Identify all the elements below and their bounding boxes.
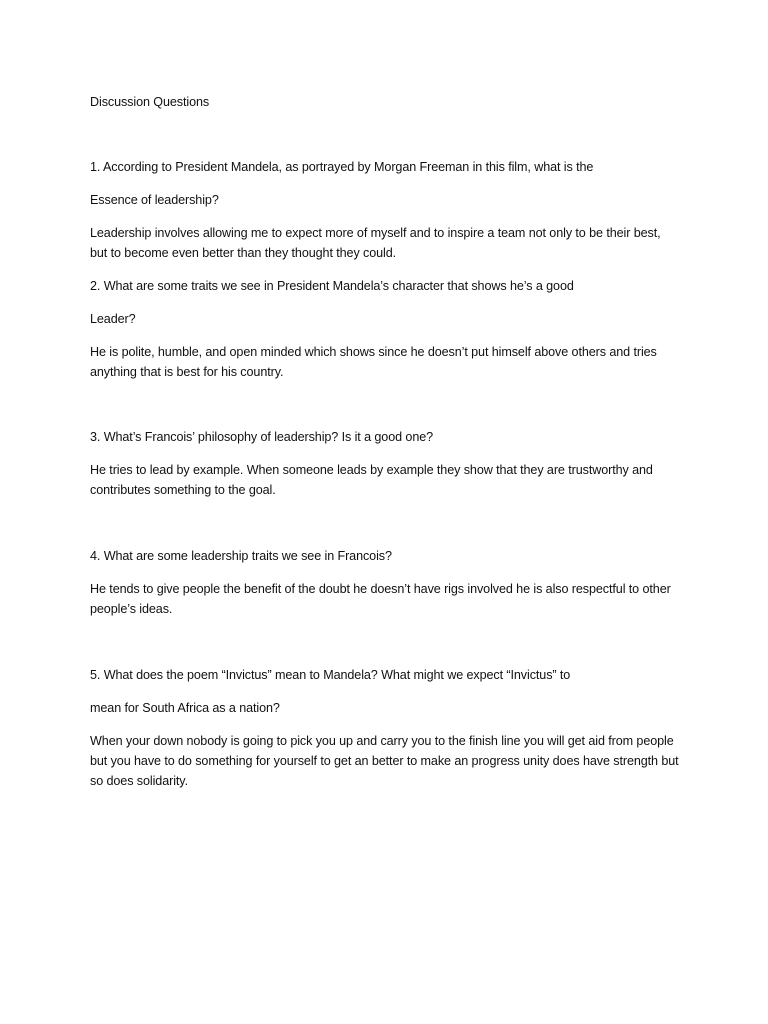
question-1-line-1: 1. According to President Mandela, as portrayed by Morgan Freeman in this film, what is the: [90, 160, 594, 174]
question-2-line-1: 2. What are some traits we see in President Mandela’s character that shows he’s a good: [90, 279, 574, 293]
question-5-line-2: mean for South Africa as a nation?: [90, 701, 280, 715]
question-1-line-2: Essence of leadership?: [90, 193, 219, 207]
answer-5: When your down nobody is going to pick you up and carry you to the finish line you will get aid from people but you have to do something for yourself to get an better to make an progress unity does have strength but so does solidarity.: [90, 734, 679, 788]
answer-3: He tries to lead by example. When someone leads by example they show that they are trustworthy and contributes something to the goal.: [90, 463, 653, 497]
answer-2: He is polite, humble, and open minded which shows since he doesn’t put himself above others and tries anything that is best for his country.: [90, 345, 657, 379]
document-heading: Discussion Questions: [90, 95, 210, 109]
answer-1: Leadership involves allowing me to expect more of myself and to inspire a team not only to be their best, but to become even better than they thought they could.: [90, 226, 661, 260]
answer-4: He tends to give people the benefit of the doubt he doesn’t have rigs involved he is also respectful to other people’s ideas.: [90, 582, 671, 616]
question-2-line-2: Leader?: [90, 312, 136, 326]
question-5-line-1: 5. What does the poem “Invictus” mean to Mandela? What might we expect “Invictus” to: [90, 668, 571, 682]
question-3: 3. What’s Francois’ philosophy of leadership? Is it a good one?: [90, 430, 434, 444]
question-4: 4. What are some leadership traits we see in Francois?: [90, 549, 392, 563]
